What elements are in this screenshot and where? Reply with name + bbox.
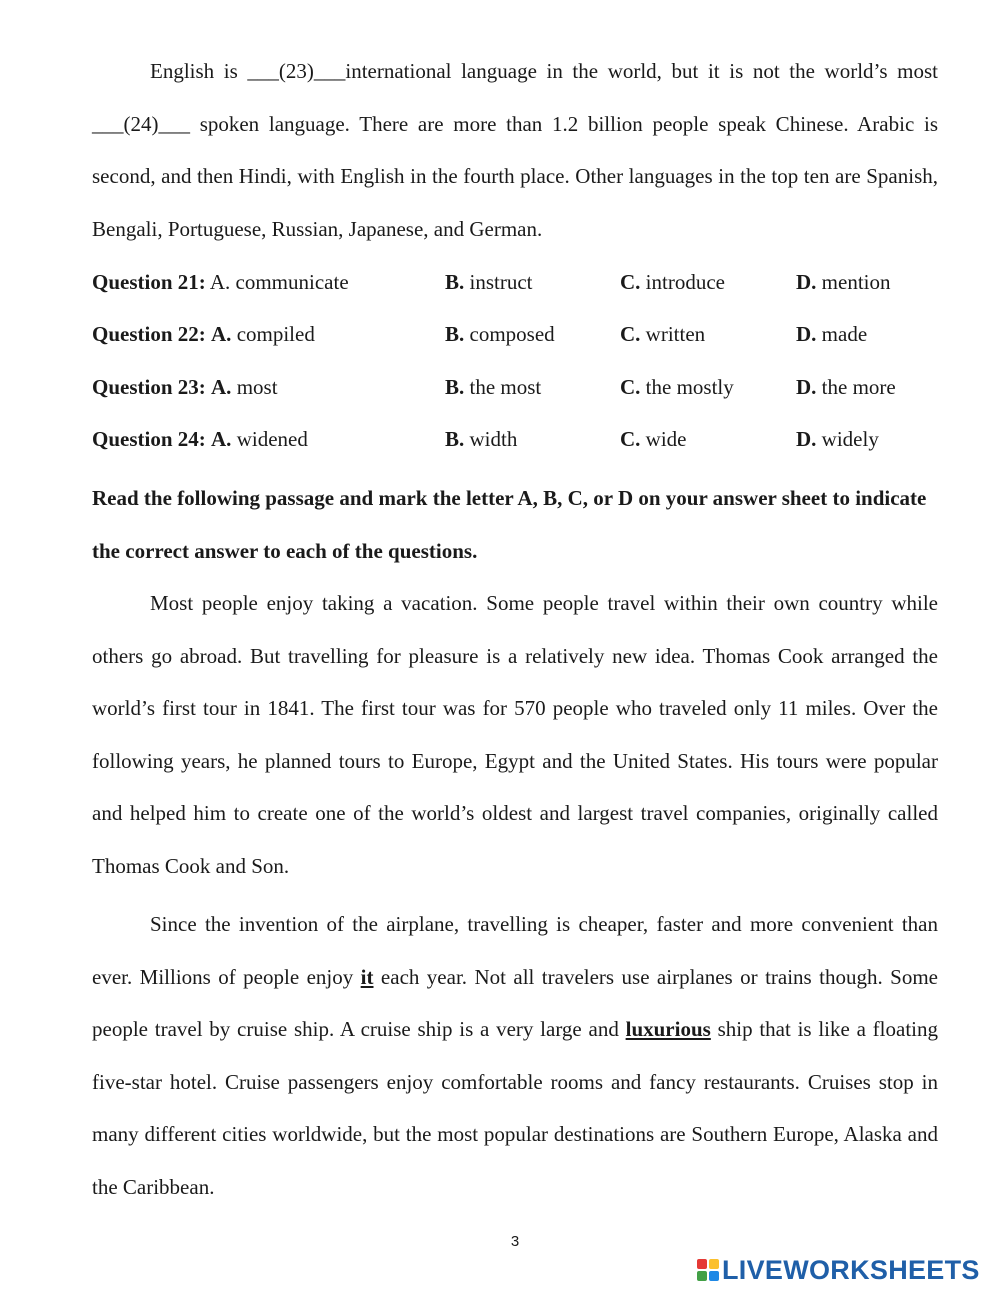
question-22-label-and-a: Question 22: A. compiled (92, 322, 315, 346)
question-21-option-d: D. mention (796, 270, 891, 294)
question-23-option-b: B. the most (445, 375, 542, 399)
liveworksheets-wordmark: LIVEWORKSHEETS (722, 1254, 980, 1285)
question-21-option-b: B. instruct (445, 270, 533, 294)
question-24-option-b: B. width (445, 427, 518, 451)
question-23-option-c: C. the mostly (620, 375, 734, 399)
question-23-label-and-a: Question 23: A. most (92, 375, 278, 399)
question-21-option-c: C. introduce (620, 270, 725, 294)
page-number: 3 (510, 1233, 520, 1250)
liveworksheets-logo (697, 1253, 980, 1287)
question-22-option-c: C. written (620, 322, 706, 346)
question-22-option-d: D. made (796, 322, 868, 346)
passage2-paragraph-1: Most people enjoy taking a vacation. Some people travel within their own country while others go abroad. But travelling for pleasure is a relatively new idea. Thomas Cook arranged the world’s first tour in 1841. The first tour was for 570 people who traveled only 11 miles. Over the following years, he planned tours to Europe, Egypt and the United States. His tours were popular and helped him to create one of the world’s oldest and largest travel companies, originally called Thomas Cook and Son. (92, 591, 938, 878)
passage2-paragraph-2: Since the invention of the airplane, travelling is cheaper, faster and more convenient than ever. Millions of people enjoy it each year. Not all travelers use airplanes or trains though. Some people travel by cruise ship. A cruise ship is a very large and luxurious ship that is like a floating five-star hotel. Cruise passengers enjoy comfortable rooms and fancy restaurants. Cruises stop in many different cities worldwide, but the most popular destinations are Southern Europe, Alaska and the Caribbean. (92, 912, 938, 1199)
liveworksheets-logo-icon (697, 1259, 719, 1281)
question-24-label-and-a: Question 24: A. widened (92, 427, 308, 451)
question-21-row (92, 267, 938, 297)
question-24-option-d: D. widely (796, 427, 879, 451)
question-22-row (92, 319, 938, 349)
question-23-row (92, 372, 938, 402)
question-24-row (92, 424, 938, 454)
question-22-option-b: B. composed (445, 322, 555, 346)
question-21-label-and-a: Question 21: A. communicate (92, 270, 349, 294)
reading-instructions: Read the following passage and mark the letter A, B, C, or D on your answer sheet to indicate the correct answer to each of the questions. (92, 486, 927, 563)
question-23-option-d: D. the more (796, 375, 896, 399)
question-24-option-c: C. wide (620, 427, 687, 451)
underlined-word-luxurious: luxurious (625, 1017, 711, 1041)
passage1-paragraph: English is ___(23)___international language in the world, but it is not the world’s most ___(24)___ spoken language. There are more than 1.2 billion people speak Chinese. Arabic is second, and then Hindi, with English in the fourth place. Other languages in the top ten are Spanish, Bengali, Portuguese, Russian, Japanese, and German. (92, 59, 938, 241)
underlined-word-it: it (360, 964, 374, 989)
